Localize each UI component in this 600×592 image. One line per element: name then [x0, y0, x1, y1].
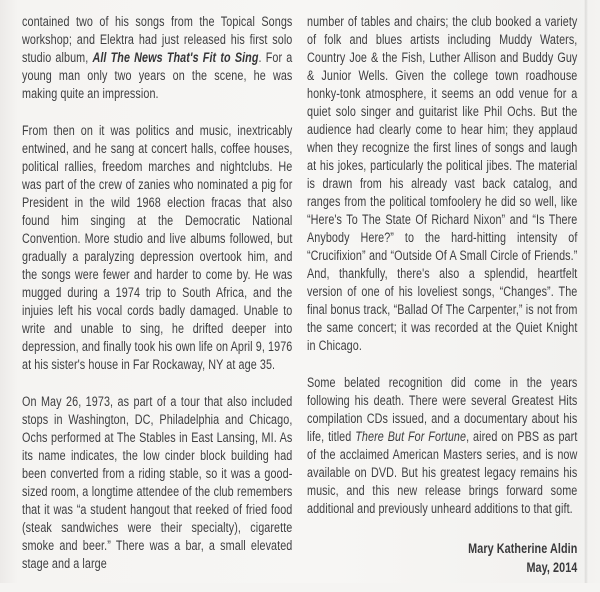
left-column [22, 13, 292, 592]
signature-name: Mary Katherine Aldin [468, 541, 578, 556]
right-column-paragraphs [307, 13, 577, 518]
text-run: contained two of his songs from the Topical Songs workshop; and Elektra had just released his first solo studio album, [22, 14, 293, 65]
paragraph [22, 393, 292, 573]
paragraph [307, 13, 577, 355]
text-run: On May 26, 1973, as part of a tour that also included stops in Washington, DC, Philadelphia and Chicago, Ochs performed at The Stables in East Lansing, MI. As its name indicates, the low cinder block building had been converted from a riding stable, so it was a good-sized room, a longtime attendee of the club remembers that it was “a student hangout that reeked of fried food (steak sandwiches were their specialty), cigarette smoke and beer.” There was a bar, a small elevated stage and a large [22, 394, 293, 571]
text-run: , aired on PBS as part of the acclaimed American Masters series, and is now available on DVD. But his greatest legacy remains his music, and this new release brings forward some additional and previously unheard additions to that gift. [307, 429, 578, 516]
right-column [307, 13, 577, 577]
text-run: From then on it was politics and music, inextricably entwined, and he sang at concert halls, coffee houses, political rallies, freedom marches and nightclubs. He was part of the crew of zanies who nominated a pig for President in the wild 1968 election fracas that also found him singing at the Democratic National Convention. More studio and live albums followed, but gradually a paralyzing depression overtook him, and the songs were fewer and harder to come by. He was mugged during a 1974 trip to South Africa, and the injuies left his vocal cords badly damaged. Unable to write and unable to sing, he drifted deeper into depression, and finally took his own life on April 9, 1976 at his sister's house in Far Rockaway, NY at age 35. [22, 123, 293, 372]
text-run: All The News That's Fit to Sing [92, 50, 259, 65]
signature [307, 539, 577, 577]
paragraph [307, 374, 577, 518]
paragraph [22, 122, 292, 374]
text-run: There But For Fortune [355, 429, 467, 444]
page-edge-shadow [584, 0, 588, 583]
signature-date: May, 2014 [526, 560, 578, 575]
paragraph [22, 13, 292, 103]
text-run: . For a young man only two years on the scene, he was making quite an impression. [22, 50, 293, 101]
text-run: number of tables and chairs; the club booked a variety of folk and blues artists including Muddy Waters, Country Joe & the Fish, Luther Allison and Buddy Guy & Junior Wells. Given the college town roadhouse honky-tonk atmosphere, it seems an odd venue for a quiet solo singer and guitarist like Phil Ochs. But the audience had clearly come to hear him; they applaud when they recognize the first lines of songs and laugh at his jokes, particularly the political jibes. The material is drawn from his already vast back catalog, and ranges from the political tomfoolery he did so well, like “Here's To The State Of Richard Nixon” and “Is There Anybody Here?” to the hard-hitting intensity of “Crucifixion” and “Outside Of A Small Circle of Friends.” And, thankfully, there's also a splendid, heartfelt version of one of his loveliest songs, “Changes”. The final bonus track, “Ballad Of The Carpenter,” is not from the same concert; it was recorded at the Quiet Knight in Chicago. [307, 14, 578, 353]
text-run: Some belated recognition did come in the years following his death. There were several Greatest Hits compilation CDs issued, and a documentary about his life, titled [307, 375, 578, 444]
